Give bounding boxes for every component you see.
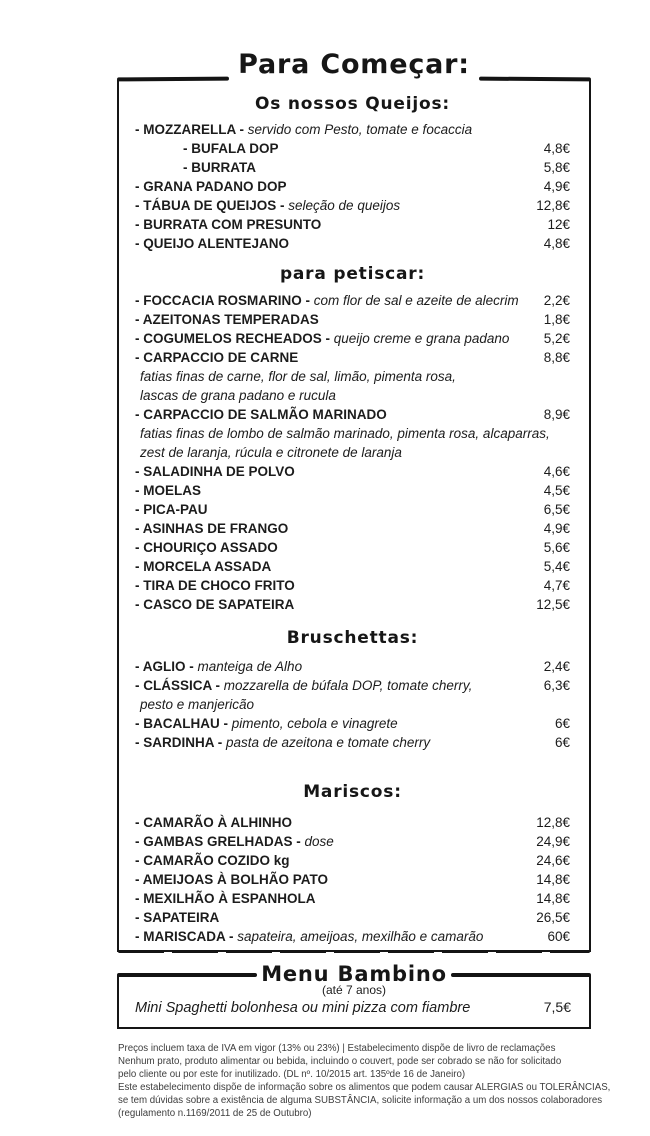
item-desc: pasta de azeitona e tomate cherry — [226, 735, 431, 750]
bambino-item-row — [119, 996, 589, 1016]
menu-item — [135, 657, 570, 676]
item-label — [135, 177, 295, 196]
menu-item — [135, 538, 570, 557]
item-price: 8,9€ — [543, 407, 570, 422]
item-name: - CASCO DE SAPATEIRA — [135, 597, 295, 612]
bambino-item-name: Mini Spaghetti bolonhesa ou mini pizza com fiambre — [135, 1000, 471, 1016]
item-price: 2,4€ — [543, 659, 570, 674]
menu-item — [135, 196, 570, 215]
item-price: 6,5€ — [543, 502, 570, 517]
menu-item — [135, 908, 570, 927]
menu-item — [135, 481, 570, 500]
item-label — [135, 234, 297, 253]
item-price: 4,7€ — [543, 578, 570, 593]
item-label — [135, 714, 406, 733]
item-name: - GRANA PADANO DOP — [135, 179, 287, 194]
item-price: 12€ — [547, 217, 570, 232]
item-label — [135, 329, 517, 348]
item-price: 6,3€ — [543, 678, 570, 693]
item-name: - PICA-PAU — [135, 502, 208, 517]
item-price: 8,8€ — [543, 350, 570, 365]
menu-item — [135, 733, 570, 752]
menu-item — [135, 832, 570, 851]
item-label — [135, 348, 306, 367]
item-label — [135, 310, 327, 329]
item-price: 14,8€ — [536, 891, 570, 906]
item-name: - MOELAS — [135, 483, 201, 498]
item-name: - AZEITONAS TEMPERADAS — [135, 312, 319, 327]
menu-item — [135, 889, 570, 908]
item-desc: servido com Pesto, tomate e focaccia — [247, 122, 473, 137]
item-desc: seleção de queijos — [288, 198, 401, 213]
item-description-line: zest de laranja, rúcula e citronete de laranja — [140, 445, 402, 460]
menu-item — [135, 177, 570, 196]
footnote-line: (regulamento n.1169/2011 de 25 de Outubro) — [118, 1108, 312, 1119]
item-label — [135, 120, 480, 139]
item-label — [135, 870, 336, 889]
menu-item — [135, 851, 570, 870]
footnotes — [118, 1042, 643, 1120]
menu-item — [135, 120, 570, 139]
bambino-box — [117, 962, 591, 1029]
footnote-line: Nenhum prato, produto alimentar ou bebida, incluindo o couvert, pode ser cobrado se não for solicitado — [118, 1056, 562, 1067]
item-name: - BACALHAU - — [135, 716, 232, 731]
item-name: - CARPACCIO DE CARNE — [135, 350, 299, 365]
item-label — [135, 215, 329, 234]
item-label — [135, 927, 491, 946]
item-price: 6€ — [554, 716, 570, 731]
page-title: Para Começar: — [238, 49, 470, 80]
menu-section — [135, 94, 570, 253]
menu-item — [135, 595, 570, 614]
item-name: - ASINHAS DE FRANGO — [135, 521, 289, 536]
item-price: 1,8€ — [543, 312, 570, 327]
item-label — [135, 595, 302, 614]
item-desc: sapateira, ameijoas, mexilhão e camarão — [237, 929, 484, 944]
item-desc: manteiga de Alho — [197, 659, 303, 674]
item-label — [135, 405, 395, 424]
menu-item — [135, 234, 570, 253]
item-description-line: fatias finas de lombo de salmão marinado, pimenta rosa, alcaparras, — [140, 426, 550, 441]
main-menu-box — [117, 49, 591, 952]
item-name: - SARDINHA - — [135, 735, 226, 750]
item-label — [135, 908, 227, 927]
menu-item — [135, 576, 570, 595]
item-price: 12,8€ — [536, 815, 570, 830]
menu-item — [135, 405, 570, 424]
item-price: 4,9€ — [543, 179, 570, 194]
item-price: 26,5€ — [536, 910, 570, 925]
menu-item — [135, 714, 570, 733]
item-name: - CHOURIÇO ASSADO — [135, 540, 278, 555]
bambino-title: Menu Bambino — [261, 962, 447, 986]
menu-sections — [119, 80, 589, 946]
item-name: - MEXILHÃO À ESPANHOLA — [135, 891, 316, 906]
item-name: - MARISCADA - — [135, 929, 238, 944]
menu-item — [135, 519, 570, 538]
item-label — [135, 538, 286, 557]
item-name: - TIRA DE CHOCO FRITO — [135, 578, 295, 593]
item-price: 4,9€ — [543, 521, 570, 536]
menu-item — [135, 870, 570, 889]
item-name: - CLÁSSICA - — [135, 678, 224, 693]
item-label — [135, 576, 303, 595]
menu-item — [135, 291, 570, 310]
item-price: 2,2€ — [543, 293, 570, 308]
item-price: 12,8€ — [536, 198, 570, 213]
item-price: 24,6€ — [536, 853, 570, 868]
menu-section — [135, 782, 570, 946]
bambino-rule-right — [451, 973, 591, 977]
menu-item — [135, 329, 570, 348]
item-label — [135, 733, 438, 752]
item-name: - CAMARÃO COZIDO kg — [135, 853, 290, 868]
footnote-line: Preços incluem taxa de IVA em vigor (13% ou 23%) | Estabelecimento dispõe de livro de reclamações — [118, 1043, 556, 1054]
item-description-line: pesto e manjericão — [140, 697, 255, 712]
item-desc: pimento, cebola e vinagrete — [231, 716, 398, 731]
item-price: 6€ — [554, 735, 570, 750]
item-name: - CARPACCIO DE SALMÃO MARINADO — [135, 407, 387, 422]
item-name: - BUFALA DOP — [183, 141, 279, 156]
menu-item — [135, 215, 570, 234]
item-name: - CAMARÃO À ALHINHO — [135, 815, 292, 830]
item-price: 24,9€ — [536, 834, 570, 849]
footnote-line: pelo cliente ou por este for inutilizado. (DL nº. 10/2015 art. 135ºde 16 de Janeiro) — [118, 1069, 466, 1080]
menu-item — [135, 139, 570, 158]
item-label — [135, 196, 408, 215]
menu-item — [135, 813, 570, 832]
item-price: 14,8€ — [536, 872, 570, 887]
item-label — [135, 519, 296, 538]
item-name: - SAPATEIRA — [135, 910, 220, 925]
menu-item — [135, 462, 570, 481]
item-desc: mozzarella de búfala DOP, tomate cherry, — [223, 678, 473, 693]
menu-item — [135, 500, 570, 519]
item-label — [135, 657, 310, 676]
section-heading: Bruschettas: — [286, 628, 419, 648]
item-price: 4,8€ — [543, 236, 570, 251]
section-heading: para petiscar: — [279, 264, 426, 284]
item-label — [135, 481, 209, 500]
item-label — [135, 462, 303, 481]
bambino-subtitle: (até 7 anos) — [321, 983, 387, 997]
section-heading: Os nossos Queijos: — [255, 94, 450, 114]
item-price: 4,6€ — [543, 464, 570, 479]
item-price: 5,8€ — [543, 160, 570, 175]
item-label — [135, 832, 342, 851]
item-name: - QUEIJO ALENTEJANO — [135, 236, 290, 251]
bambino-rule-left — [117, 973, 257, 977]
item-name: - MORCELA ASSADA — [135, 559, 272, 574]
footnote-line: Este estabelecimento dispõe de informação sobre os alimentos que podem causar ALERGIAS ou TOLERÂNCIAS, — [118, 1082, 611, 1093]
item-name: - MOZZARELLA - — [135, 122, 248, 137]
item-name: - GAMBAS GRELHADAS - — [135, 834, 305, 849]
item-label — [135, 851, 298, 870]
item-name: - BURRATA — [183, 160, 256, 175]
item-description-line: lascas de grana padano e rucula — [140, 388, 336, 403]
section-heading: Mariscos: — [303, 782, 402, 802]
item-price: 5,6€ — [543, 540, 570, 555]
item-price: 12,5€ — [536, 597, 570, 612]
item-price: 4,5€ — [543, 483, 570, 498]
item-desc: dose — [304, 834, 334, 849]
bambino-item-price: 7,5€ — [543, 999, 571, 1015]
item-label — [135, 158, 264, 177]
item-label — [135, 676, 480, 695]
item-desc: queijo creme e grana padano — [333, 331, 510, 346]
item-name: - BURRATA COM PRESUNTO — [135, 217, 322, 232]
item-name: - TÁBUA DE QUEIJOS - — [135, 198, 289, 213]
menu-item — [135, 348, 570, 367]
item-price: 5,2€ — [543, 331, 570, 346]
menu-item — [135, 927, 570, 946]
menu-section — [135, 628, 570, 752]
footnote-line: se tem dúvidas sobre a existência de alguma SUBSTÂNCIA, solicite informação a um dos nossos colaboradores — [118, 1095, 603, 1106]
item-description-line: fatias finas de carne, flor de sal, limão, pimenta rosa, — [140, 369, 456, 384]
menu-item — [135, 676, 570, 695]
item-label — [135, 500, 216, 519]
item-name: - AMEIJOAS À BOLHÃO PATO — [135, 872, 329, 887]
item-label — [135, 557, 279, 576]
menu-item — [135, 158, 570, 177]
menu-item — [135, 557, 570, 576]
item-name: - SALADINHA DE POLVO — [135, 464, 295, 479]
item-price: 60€ — [547, 929, 570, 944]
item-name: - FOCCACIA ROSMARINO - — [135, 293, 314, 308]
item-price: 4,8€ — [543, 141, 570, 156]
menu-section — [135, 264, 570, 614]
item-label — [135, 813, 300, 832]
item-desc: com flor de sal e azeite de alecrim — [313, 293, 519, 308]
item-label — [135, 291, 527, 310]
item-name: - AGLIO - — [135, 659, 198, 674]
box-bottom-rule — [118, 950, 590, 954]
item-name: - COGUMELOS RECHEADOS - — [135, 331, 334, 346]
menu-item — [135, 310, 570, 329]
item-label — [135, 139, 287, 158]
item-label — [135, 889, 324, 908]
item-price: 5,4€ — [543, 559, 570, 574]
